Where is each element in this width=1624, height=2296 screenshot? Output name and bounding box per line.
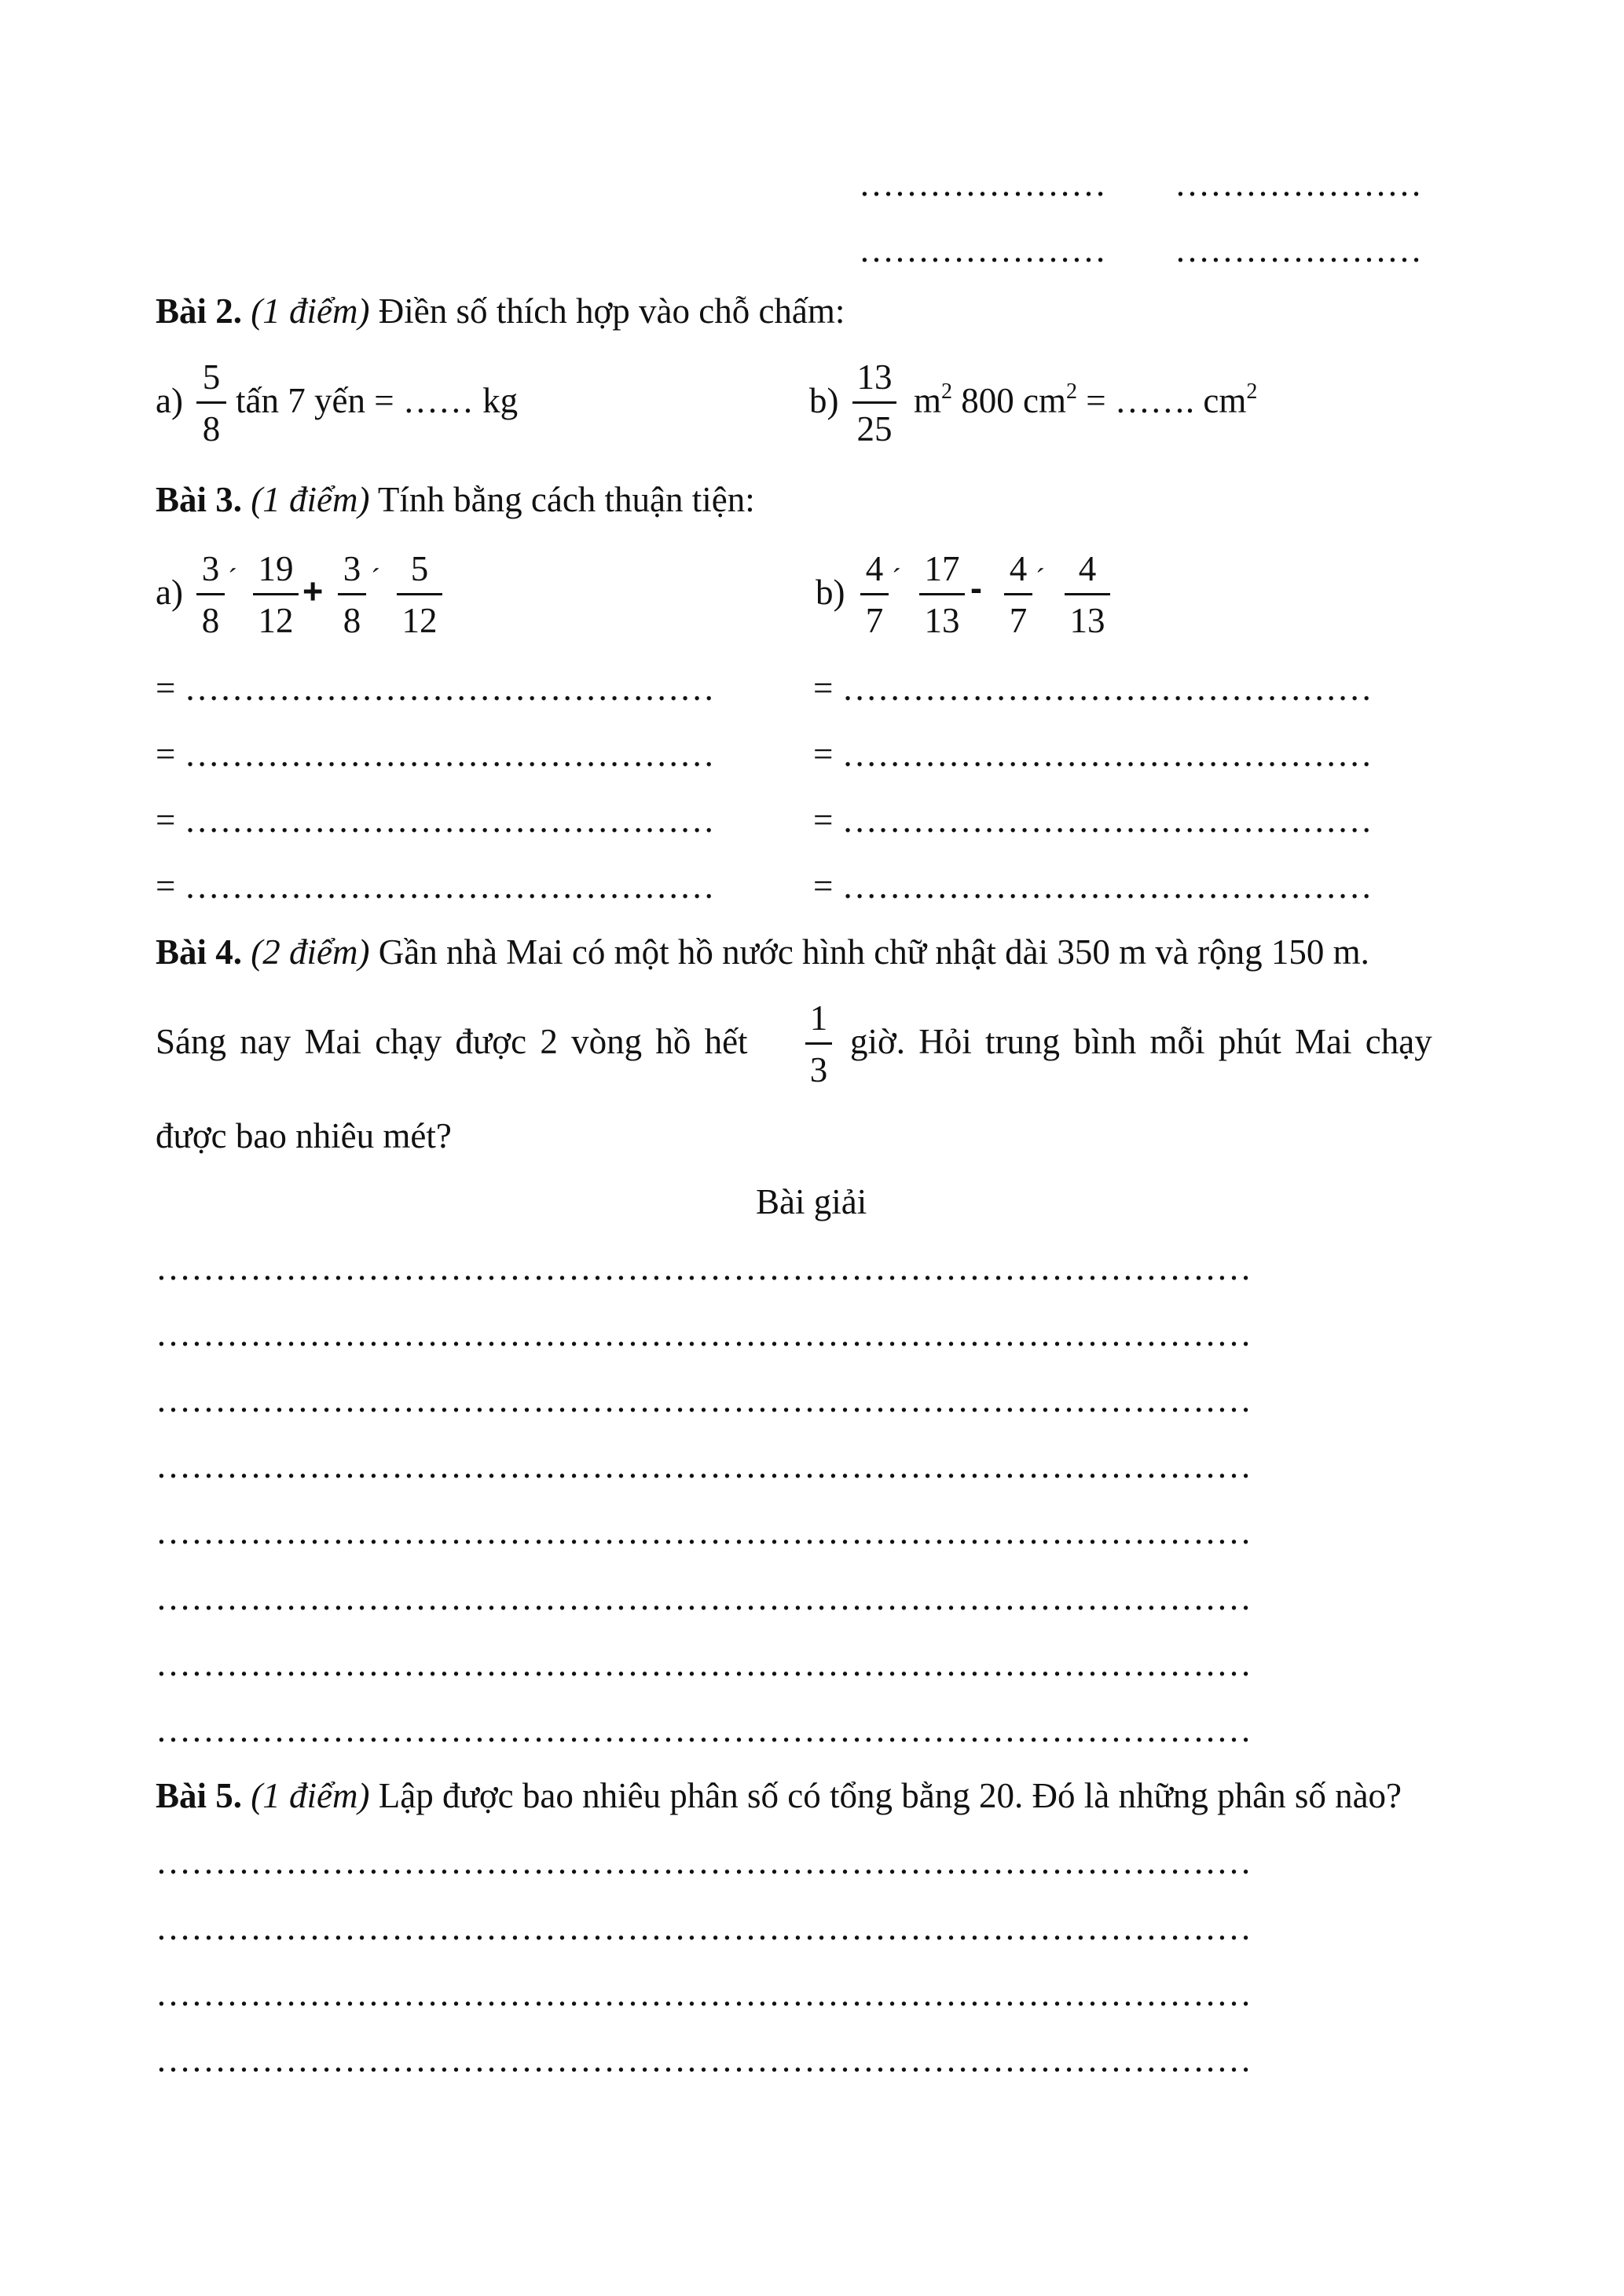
bai3-a-fraction-3 [338,551,366,639]
fraction-denominator: 13 [924,601,960,640]
top-answer-dots-4[interactable]: ………………… [1175,230,1422,269]
fraction-denominator: 13 [1069,601,1105,640]
fraction-bar [397,593,442,595]
bai3-a-fraction-2 [253,551,299,639]
fraction-bar [1004,593,1032,595]
plus-sign: + [302,571,324,611]
bai4-answer-line[interactable]: ………………………………………………………………………………… [156,1380,1252,1419]
bai5-answer-line[interactable]: ………………………………………………………………………………… [156,1908,1252,1947]
bai3-b-work-line[interactable]: = ……………………………………… [813,734,1373,774]
bai4-label: Bài 4. [156,932,243,972]
fraction-denominator: 3 [809,1050,828,1089]
bai3-a-prefix: a) [156,573,183,612]
fraction-numerator: 17 [924,549,960,588]
answer-blank[interactable]: = ……. cm [1077,381,1247,420]
bai4-line2-before: Sáng nay Mai chạy được 2 vòng hồ hết [156,1022,748,1061]
bai3-b-fraction-4 [1065,551,1110,639]
fraction-bar [805,1042,832,1045]
fraction-numerator: 4 [865,549,884,588]
fraction-numerator: 4 [1078,549,1097,588]
bai2-b-text [914,379,1258,420]
bai3-a-work-line[interactable]: = ……………………………………… [156,668,715,708]
fraction-bar [196,593,225,595]
bai3-points: (1 điểm) [251,480,370,519]
bai4-answer-line[interactable]: ………………………………………………………………………………… [156,1710,1252,1749]
bai4-line3: được bao nhiêu mét? [156,1116,452,1155]
fraction-numerator: 5 [410,549,429,588]
fraction-numerator: 1 [809,998,828,1038]
unit-cm: 800 cm [952,381,1066,420]
bai2-points: (1 điểm) [251,291,370,331]
top-answer-dots-3[interactable]: ………………… [859,230,1106,269]
bai3-label: Bài 3. [156,480,243,519]
bai2-label: Bài 2. [156,291,243,331]
fraction-bar [919,593,965,595]
bai2-b-fraction [852,357,896,449]
bai4-line2-after: giờ. Hỏi trung bình mỗi phút Mai chạy [850,1022,1432,1061]
bai4-answer-line[interactable]: ………………………………………………………………………………… [156,1578,1252,1617]
fraction-bar [338,593,366,595]
bai5-answer-line[interactable]: ………………………………………………………………………………… [156,1842,1252,1881]
top-answer-dots-1[interactable]: ………………… [859,164,1106,203]
bai5-points: (1 điểm) [251,1776,370,1815]
bai2-a-prefix: a) [156,381,183,420]
bai3-a-fraction-4 [397,551,442,639]
bai3-a-fraction-1 [196,551,225,639]
bai4-answer-line[interactable]: ………………………………………………………………………………… [156,1644,1252,1683]
bai3-a-work-line[interactable]: = ……………………………………… [156,734,715,774]
bai5-answer-line[interactable]: ………………………………………………………………………………… [156,2040,1252,2079]
bai2-heading [156,291,845,331]
fraction-denominator: 12 [401,601,438,640]
bai3-b-fraction-2 [919,551,965,639]
fraction-bar [253,593,299,595]
bai3-b-work-line[interactable]: = ……………………………………… [813,800,1373,840]
bai3-b-work-line[interactable]: = ……………………………………… [813,866,1373,906]
exponent: 2 [1246,379,1258,404]
multiply-sign: ´ [892,562,901,594]
fraction-numerator: 4 [1009,549,1028,588]
bai4-answer-line[interactable]: ………………………………………………………………………………… [156,1446,1252,1485]
bai5-label: Bài 5. [156,1776,243,1815]
bai3-a-work-line[interactable]: = ……………………………………… [156,800,715,840]
bai4-fraction [805,998,832,1089]
fraction-numerator: 5 [202,357,221,397]
bai4-answer-line[interactable]: ………………………………………………………………………………… [156,1248,1252,1287]
bai4-answer-line[interactable]: ………………………………………………………………………………… [156,1314,1252,1353]
bai3-a-work-line[interactable]: = ……………………………………… [156,866,715,906]
bai3-heading [156,482,755,518]
bai5-text: Lập được bao nhiêu phân số có tổng bằng 20. Đó là những phân số nào? [378,1776,1402,1815]
bai4-line1 [156,932,1369,972]
minus-sign: - [970,568,982,608]
bai2-a-fraction [196,357,226,449]
exponent: 2 [941,379,953,404]
bai3-b-fraction-3 [1004,551,1032,639]
fraction-denominator: 8 [202,409,221,449]
bai3-instruction: Tính bằng cách thuận tiện: [377,480,755,519]
bai3-b-prefix: b) [816,573,845,612]
fraction-numerator: 19 [258,549,294,588]
bai4-answer-line[interactable]: ………………………………………………………………………………… [156,1512,1252,1551]
bai5-answer-line[interactable]: ………………………………………………………………………………… [156,1974,1252,2013]
fraction-numerator: 3 [201,549,220,588]
fraction-denominator: 8 [201,601,220,640]
fraction-denominator: 12 [258,601,294,640]
bai3-b-work-line[interactable]: = ……………………………………… [813,668,1373,708]
bai4-text-line1: Gần nhà Mai có một hồ nước hình chữ nhật dài 350 m và rộng 150 m. [378,932,1369,972]
unit-m: m [914,381,942,420]
bai2-b-prefix: b) [809,381,839,420]
multiply-sign: ´ [228,562,237,594]
top-answer-dots-2[interactable]: ………………… [1175,164,1422,203]
exponent: 2 [1066,379,1077,404]
fraction-denominator: 8 [343,601,361,640]
multiply-sign: ´ [371,562,380,594]
fraction-denominator: 7 [865,601,884,640]
bai2-a-text: tấn 7 yến = …… kg [236,381,519,420]
fraction-bar [860,593,889,595]
fraction-denominator: 7 [1009,601,1028,640]
bai3-b-fraction-1 [860,551,889,639]
fraction-numerator: 13 [856,357,893,397]
fraction-numerator: 3 [343,549,361,588]
bai4-points: (2 điểm) [251,932,370,972]
fraction-denominator: 25 [856,409,893,449]
bai5-heading [156,1778,1402,1814]
fraction-bar [196,401,226,404]
fraction-bar [1065,593,1110,595]
multiply-sign: ´ [1036,562,1045,594]
solution-title: Bài giải [756,1182,867,1221]
fraction-bar [852,401,896,404]
bai2-instruction: Điền số thích hợp vào chỗ chấm: [378,291,845,331]
